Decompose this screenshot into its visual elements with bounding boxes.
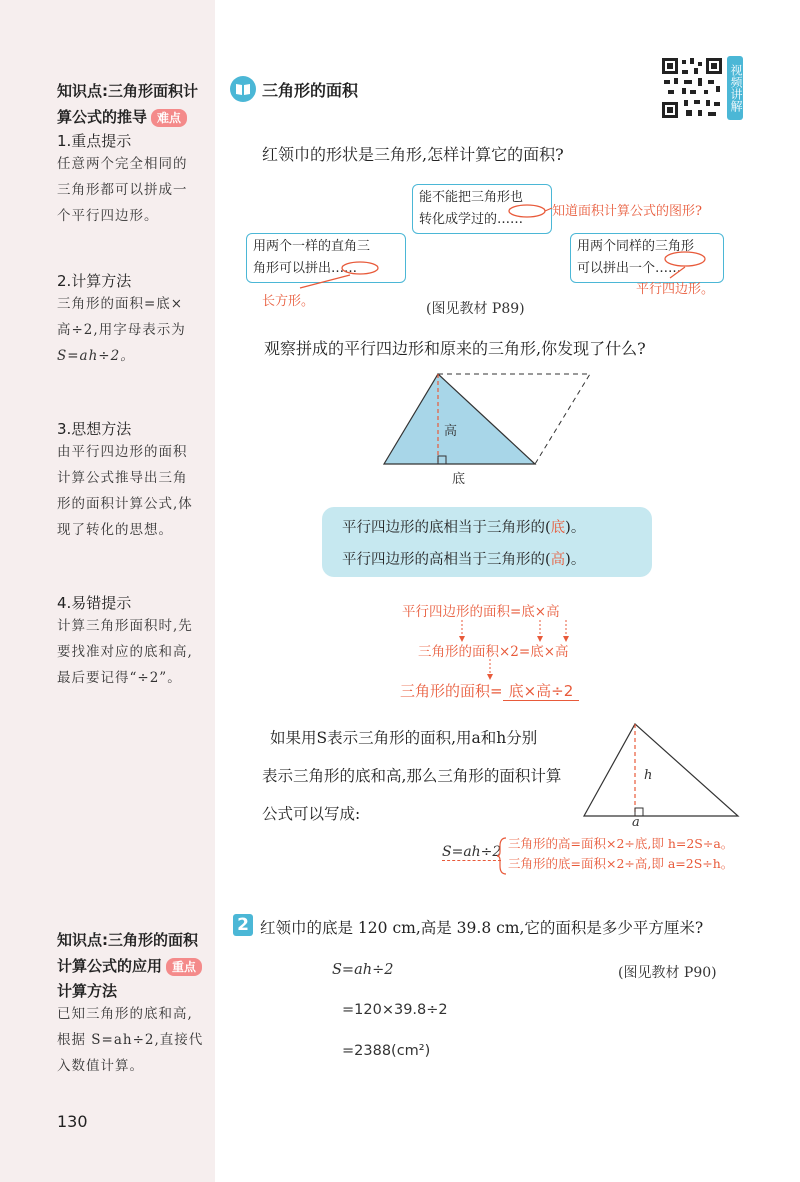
question-1: 红领巾的形状是三角形,怎样计算它的面积? [262,145,564,164]
tip-2-line: S=ah÷2。 [57,348,135,364]
derivation-result [400,680,579,701]
calc-step-3: =2388(cm²) [342,1043,431,1059]
tip-1 [57,130,212,229]
bubble-line: 能不能把三角形也 [419,190,524,205]
tip-1-heading: 1.重点提示 [57,132,132,150]
tip-1-line: 个平行四边形。 [57,208,159,224]
calc-step-2: =120×39.8÷2 [342,1002,448,1018]
bubble-line: 角形可以拼出…… [253,261,358,276]
tip-1-line: 任意两个完全相同的 [57,156,188,172]
conclusion-text: 平行四边形的高相当于三角形的( [342,552,551,568]
tip-3-heading: 3.思想方法 [57,420,132,438]
tip-1-line: 三角形都可以拼成一 [57,182,188,198]
tip-2-line: 三角形的面积=底× [57,296,184,312]
tip-4 [57,592,215,691]
triangle-parallelogram-figure [380,368,610,488]
tip-3-line: 形的面积计算公式,体 [57,496,193,512]
kp1-title [57,78,198,130]
formula-paragraph [262,719,582,833]
tip-3-line: 由平行四边形的面积 [57,444,188,460]
reference-2: (图见教材 P90) [618,965,717,981]
bubble-line: 用两个同样的三角形 [577,239,695,254]
area-formula: S=ah÷2 [442,844,502,860]
bubble-line: 可以拼出一个…… [577,261,682,276]
answer-note-left: 长方形。 [262,294,315,309]
formula-variants [508,834,733,874]
question-number-badge: 2 [233,914,253,936]
page-number: 130 [57,1112,88,1131]
kp2-method [57,980,215,1079]
formula-brace [496,836,508,876]
conclusion-answer: 底 [550,520,566,536]
tip-2 [57,270,212,369]
book-icon [230,76,256,102]
figure2-height-label: h [644,768,653,783]
figure1-base-label: 底 [452,472,466,487]
reference-1: (图见教材 P89) [426,301,525,317]
difficulty-tag: 难点 [151,109,187,127]
video-explain-label[interactable]: 视频讲解 [727,56,743,120]
conclusion-line-2 [342,548,585,569]
formula-variant-height: 三角形的高=面积×2÷底,即 h=2S÷a。 [508,836,734,851]
conclusion-line-1 [342,516,585,537]
derivation-arrow-down [480,658,500,682]
tip-4-line: 最后要记得“÷2”。 [57,670,182,686]
kp2-method-line: 根据 S=ah÷2,直接代 [57,1032,204,1048]
paragraph-line: 如果用S表示三角形的面积,用a和h分别 [270,729,538,747]
tip-4-line: 计算三角形面积时,先 [57,618,193,634]
answer-note-right: 平行四边形。 [636,282,715,297]
answer-note-top: 知道面积计算公式的图形? [552,204,702,219]
figure2-base-label: a [632,815,640,830]
calc-step-1: S=ah÷2 [332,962,394,978]
kp2-method-line: 入数值计算。 [57,1058,144,1074]
derivation-result-answer: 底×高÷2 [503,682,580,701]
formula-variant-base: 三角形的底=面积×2÷高,即 a=2S÷h。 [508,856,734,871]
qr-code-icon[interactable] [660,56,724,120]
kp2-title [57,927,202,979]
conclusion-text: )。 [565,520,586,536]
importance-tag: 重点 [166,958,202,976]
conclusion-text: )。 [565,552,586,568]
bubble-arrows [230,180,750,310]
kp1-title-line2: 算公式的推导 [57,108,148,126]
tip-3-line: 现了转化的思想。 [57,522,173,538]
kp2-title-line1: 知识点:三角形的面积 [57,931,198,949]
kp1-title-line1: 知识点:三角形面积计 [57,82,198,100]
triangle-figure-2 [582,720,742,820]
bubble-line: 转化成学过的…… [419,212,524,227]
tip-2-line: 高÷2,用字母表示为 [57,322,186,338]
section-title: 三角形的面积 [262,81,359,100]
derivation-step-1: 平行四边形的面积=底×高 [402,604,560,620]
tip-4-line: 要找准对应的底和高, [57,644,193,660]
kp2-method-line: 已知三角形的底和高, [57,1006,193,1022]
derivation-result-label: 三角形的面积= [400,682,503,700]
derivation-step-2: 三角形的面积×2=底×高 [418,644,569,660]
paragraph-line: 公式可以写成: [262,805,361,823]
conclusion-text: 平行四边形的底相当于三角形的( [342,520,551,536]
tip-3 [57,418,215,543]
example-question: 红领巾的底是 120 cm,高是 39.8 cm,它的面积是多少平方厘米? [260,919,704,937]
kp2-title-line2: 计算公式的应用 [57,957,163,975]
conclusion-answer: 高 [550,552,566,568]
paragraph-line: 表示三角形的底和高,那么三角形的面积计算 [262,767,562,785]
question-2: 观察拼成的平行四边形和原来的三角形,你发现了什么? [264,339,646,358]
bubble-line: 用两个一样的直角三 [253,239,371,254]
kp2-method-heading: 计算方法 [57,982,118,1000]
tip-2-heading: 2.计算方法 [57,272,132,290]
figure1-height-label: 高 [444,424,458,439]
tip-4-heading: 4.易错提示 [57,594,132,612]
tip-3-line: 计算公式推导出三角 [57,470,188,486]
